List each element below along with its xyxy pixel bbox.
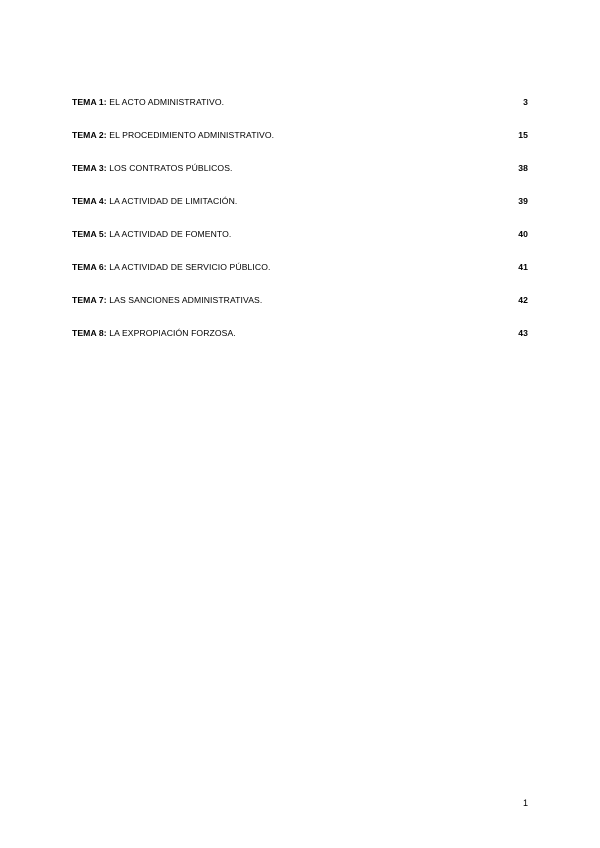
toc-entry-tema-4[interactable] [72, 195, 528, 228]
toc-entry-page-number: 3 [523, 97, 528, 107]
toc-entry-title: EL PROCEDIMIENTO ADMINISTRATIVO. [106, 130, 275, 140]
toc-entry-label: TEMA 2 [72, 130, 104, 140]
toc-entry-label: TEMA 6 [72, 262, 104, 272]
page-number: 1 [522, 798, 528, 808]
toc-entry-page-number: 40 [518, 229, 528, 239]
toc-entry-tema-5[interactable] [72, 228, 528, 261]
toc-entry-tema-1[interactable] [72, 96, 528, 129]
toc-entry-title: LA ACTIVIDAD DE FOMENTO. [106, 229, 232, 239]
toc-entry-label: TEMA 7 [72, 295, 104, 305]
toc-entry-label: TEMA 5 [72, 229, 104, 239]
toc-entry-text [72, 129, 274, 141]
toc-entry-separator: : [103, 295, 107, 305]
toc-entry-separator: : [103, 196, 107, 206]
toc-entry-title: EL ACTO ADMINISTRATIVO. [106, 97, 225, 107]
toc-entry-label: TEMA 3 [72, 163, 104, 173]
toc-entry-page-number: 39 [518, 196, 528, 206]
toc-entry-text [72, 327, 236, 339]
toc-entry-page-number: 41 [518, 262, 528, 272]
toc-entry-title: LA ACTIVIDAD DE SERVICIO PÚBLICO. [106, 262, 271, 272]
toc-entry-text [72, 294, 262, 306]
toc-entry-separator: : [103, 262, 107, 272]
toc-entry-tema-8[interactable] [72, 327, 528, 360]
toc-entry-tema-2[interactable] [72, 129, 528, 162]
toc-entry-page-number: 38 [518, 163, 528, 173]
toc-entry-label: TEMA 1 [72, 97, 104, 107]
toc-entry-title: LAS SANCIONES ADMINISTRATIVAS. [106, 295, 263, 305]
toc-entry-page-number: 43 [518, 328, 528, 338]
toc-entry-separator: : [103, 328, 107, 338]
toc-entry-separator: : [103, 130, 107, 140]
toc-entry-tema-7[interactable] [72, 294, 528, 327]
toc-entry-title: LA ACTIVIDAD DE LIMITACIÓN. [106, 196, 238, 206]
toc-entry-title: LA EXPROPIACIÓN FORZOSA. [106, 328, 236, 338]
toc-entry-text [72, 96, 224, 108]
toc-entry-text [72, 195, 237, 207]
toc-entry-page-number: 42 [518, 295, 528, 305]
toc-entry-separator: : [103, 229, 107, 239]
toc-entry-tema-6[interactable] [72, 261, 528, 294]
toc-entry-text [72, 162, 233, 174]
toc-entry-label: TEMA 8 [72, 328, 104, 338]
toc-entry-separator: : [103, 97, 107, 107]
toc-entry-page-number: 15 [518, 130, 528, 140]
toc-entry-label: TEMA 4 [72, 196, 104, 206]
toc-entry-title: LOS CONTRATOS PÚBLICOS. [106, 163, 233, 173]
toc-entry-text [72, 261, 270, 273]
toc-entry-tema-3[interactable] [72, 162, 528, 195]
toc-entry-separator: : [103, 163, 107, 173]
toc-entry-text [72, 228, 231, 240]
table-of-contents [72, 96, 528, 360]
